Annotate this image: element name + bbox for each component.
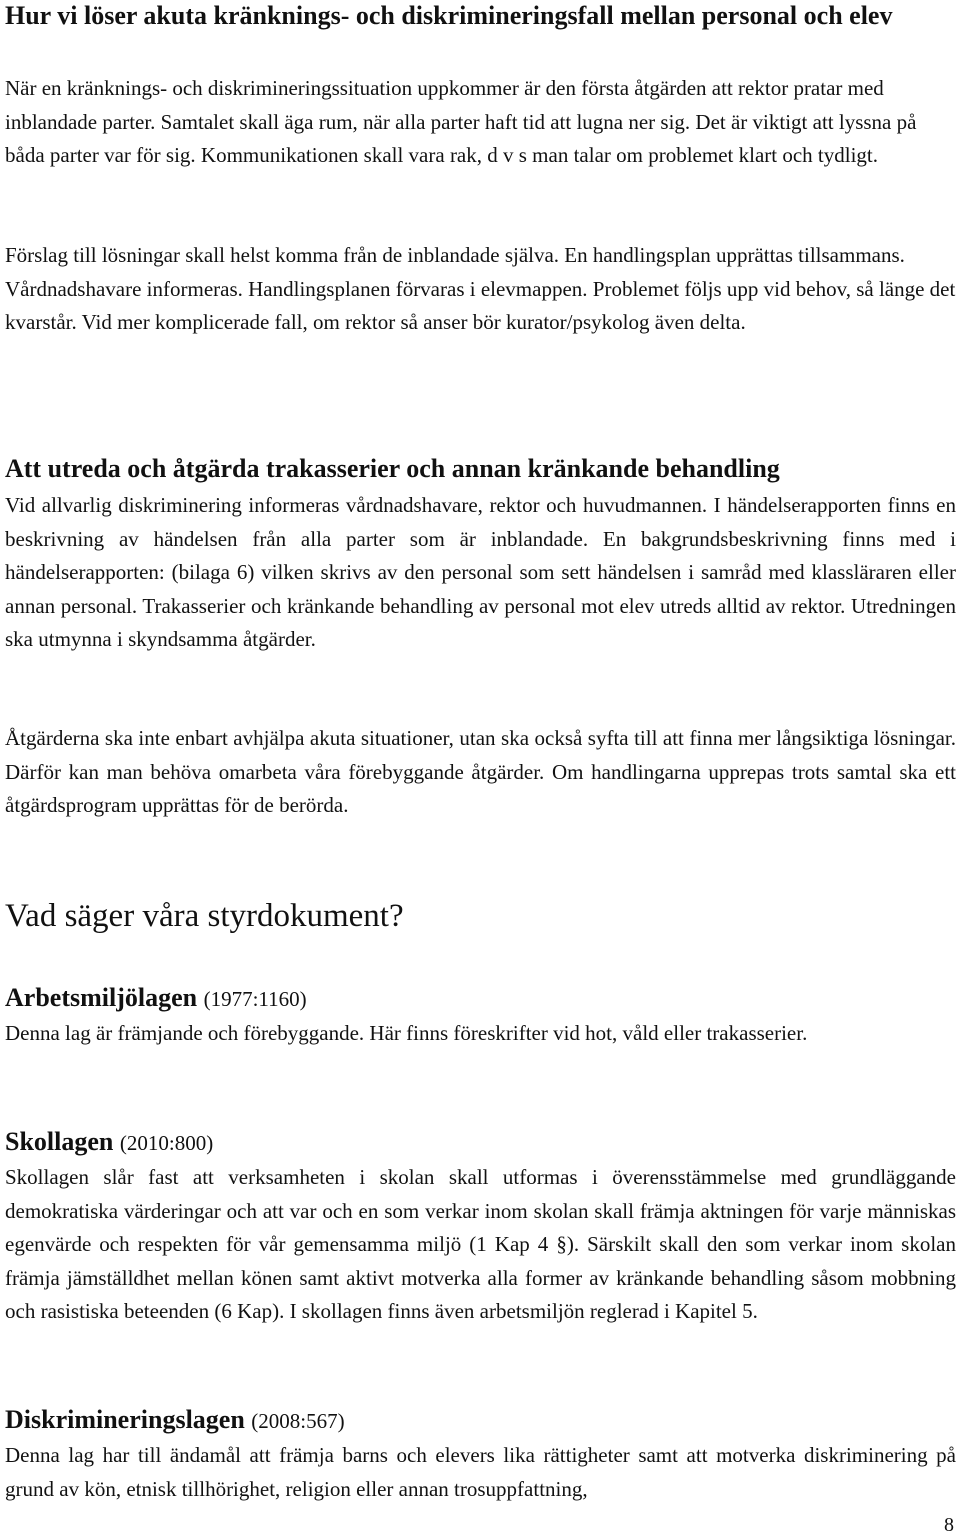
law-text-diskrimineringslagen: Denna lag har till ändamål att främja barns och elevers lika rättigheter samt att motverka diskriminering på grund av kön, etnisk tillhörighet, religion eller annan trosuppfattning, <box>5 1443 956 1501</box>
law-name: Skollagen <box>5 1127 114 1156</box>
paragraph-serious-discrimination: Vid allvarlig diskriminering informeras vårdnadshavare, rektor och huvudmannen. I händelserapporten finns en beskrivning av händelsen från alla parter som är inblandade. En bakgrundsbeskrivning finns med i händelserapporten: (bilaga 6) vilken skrivs av den personal som sett händelsen i samråd med klassläraren eller annan personal. Trakasserier och kränkande behandling av personal mot elev utreds alltid av rektor. Utredningen ska utmynna i skyndsamma åtgärder. <box>5 493 956 651</box>
paragraph-solutions: Förslag till lösningar skall helst komma från de inblandade själva. En handlingsplan upprättas tillsammans. Vårdnadshavare informeras. Handlingsplanen förvaras i elevmappen. Problemet följs upp vid behov, så länge det kvarstår. Vid mer komplicerade fall, om rektor så anser bör kurator/psykolog även delta. <box>5 243 956 334</box>
paragraph-conversation: När en kränknings- och diskrimineringssituation uppkommer är den första åtgärden att rektor pratar med inblandade parter. Samtalet skall äga rum, när alla parter haft tid att lugna ner sig. Det är viktigt att lyssna på båda parter var för sig. Kommunikationen skall vara rak, d v s man talar om problemet klart och tydligt. <box>5 76 917 167</box>
law-reference: (1977:1160) <box>203 987 307 1011</box>
law-heading-arbetsmiljolagen <box>5 981 307 1016</box>
law-heading-diskrimineringslagen <box>5 1403 345 1438</box>
law-reference: (2010:800) <box>119 1131 214 1155</box>
section-heading-acute-cases: Hur vi löser akuta kränknings- och diskrimineringsfall mellan personal och elev <box>5 1 893 30</box>
law-reference: (2008:567) <box>251 1409 345 1433</box>
law-text-arbetsmiljolagen: Denna lag är främjande och förebyggande. Här finns föreskrifter vid hot, våld eller trakasserier. <box>5 1021 808 1045</box>
paragraph-long-term-solutions: Åtgärderna ska inte enbart avhjälpa akuta situationer, utan ska också syfta till att finna mer långsiktiga lösningar. Därför kan man behöva omarbeta våra förebyggande åtgärder. Om handlingarna upprepas trots samtal ska ett åtgärdsprogram upprättas för de berörda. <box>5 726 956 817</box>
law-text-skollagen: Skollagen slår fast att verksamheten i skolan skall utformas i överensstämmelse med grundläggande demokratiska värderingar och att var och en som verkar inom skolan skall främja aktningen för varje människas egenvärde och respekten för vår gemensamma miljö (1 Kap 4 §). Särskilt skall den som verkar inom skolan främja jämställdhet mellan könen samt aktivt motverka alla former av kränkande behandling såsom mobbning och rasistiska beteenden (6 Kap). I skollagen finns även arbetsmiljön reglerad i Kapitel 5. <box>5 1165 956 1323</box>
section-heading-steering-documents: Vad säger våra styrdokument? <box>5 898 404 934</box>
section-heading-investigate: Att utreda och åtgärda trakasserier och annan kränkande behandling <box>5 454 780 483</box>
law-name: Arbetsmiljölagen <box>5 983 198 1012</box>
law-name: Diskrimineringslagen <box>5 1405 245 1434</box>
law-heading-skollagen <box>5 1125 213 1160</box>
page-number: 8 <box>944 1514 954 1536</box>
